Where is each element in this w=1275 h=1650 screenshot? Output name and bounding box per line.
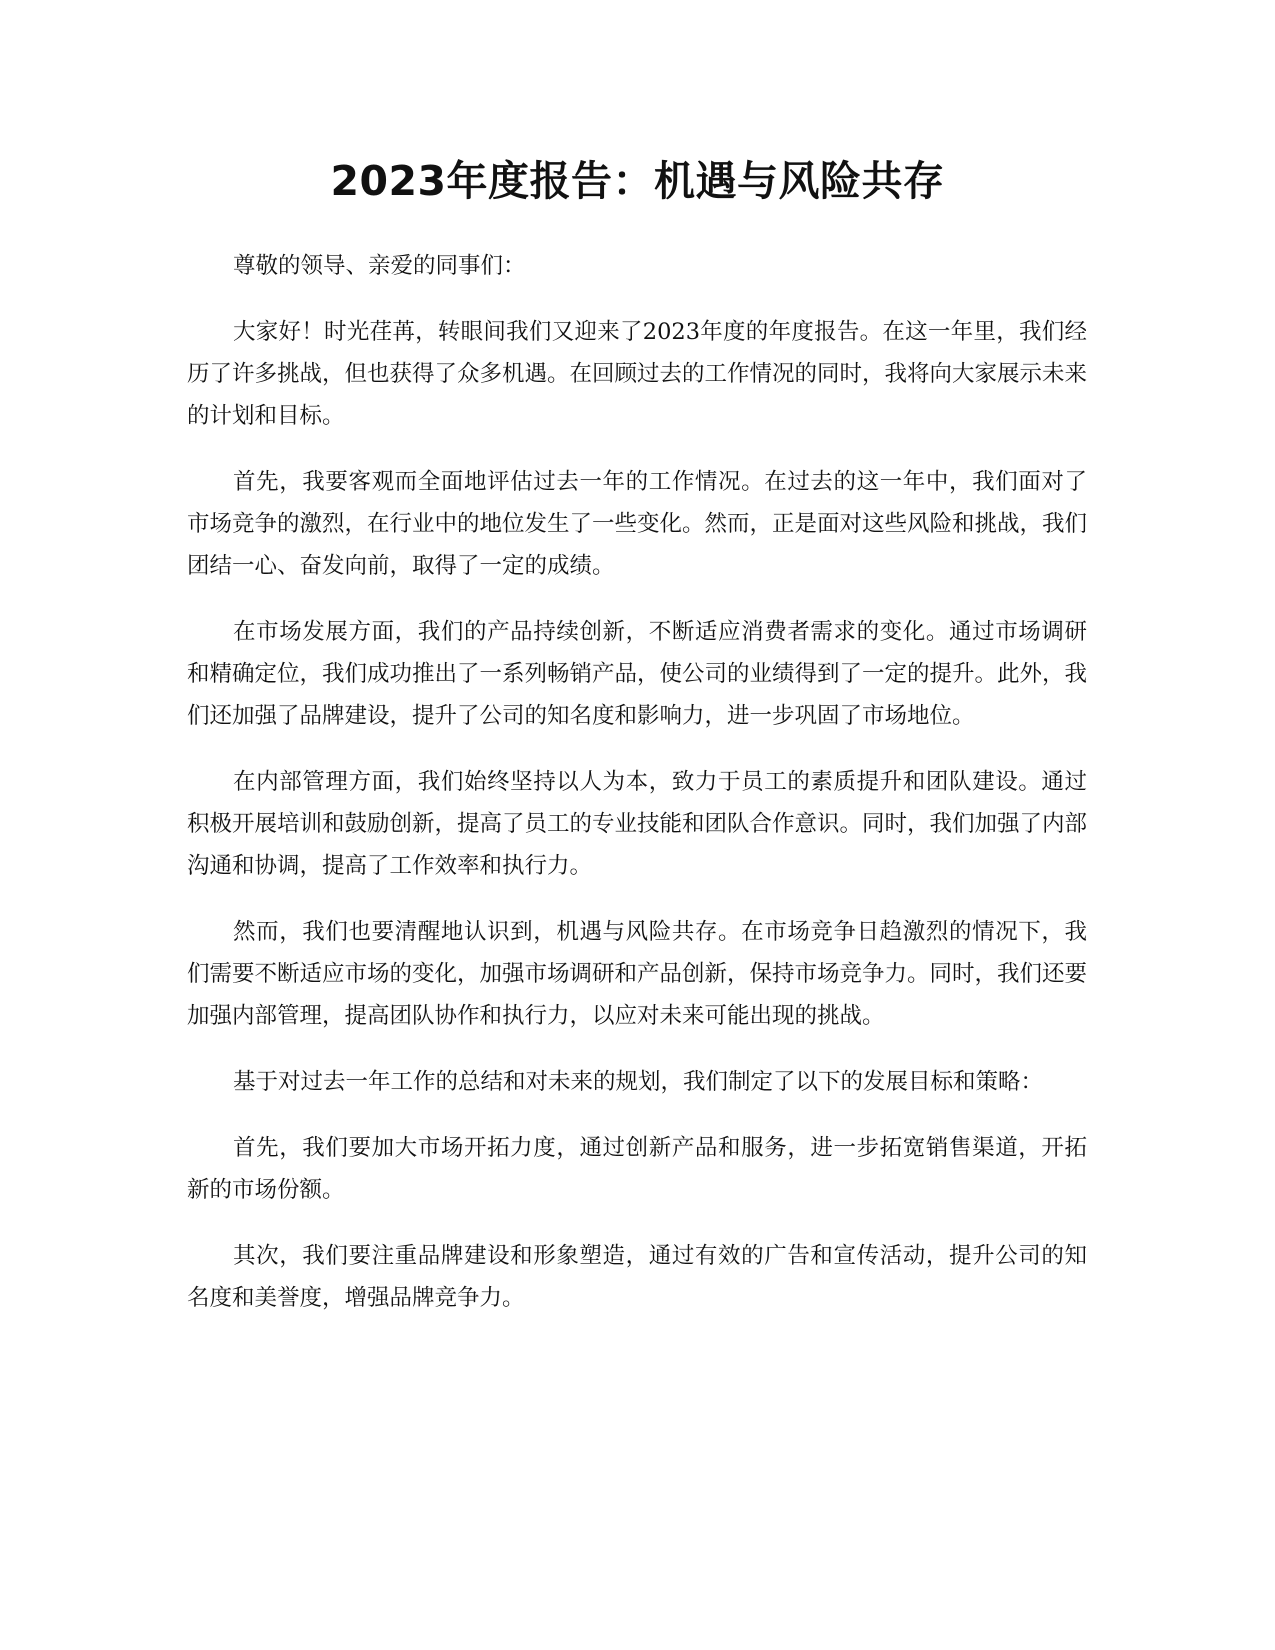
body-paragraph: 在市场发展方面，我们的产品持续创新，不断适应消费者需求的变化。通过市场调研和精确定位，我们成功推出了一系列畅销产品，使公司的业绩得到了一定的提升。此外，我们还加强了品牌建设，提升了公司的知名度和影响力，进一步巩固了市场地位。: [187, 619, 1088, 729]
body-paragraph: 其次，我们要注重品牌建设和形象塑造，通过有效的广告和宣传活动，提升公司的知名度和美誉度，增强品牌竞争力。: [187, 1243, 1087, 1311]
body-paragraph: 然而，我们也要清醒地认识到，机遇与风险共存。在市场竞争日趋激烈的情况下，我们需要不断适应市场的变化，加强市场调研和产品创新，保持市场竞争力。同时，我们还要加强内部管理，提高团队协作和执行力，以应对未来可能出现的挑战。: [187, 919, 1088, 1029]
greeting-paragraph: 尊敬的领导、亲爱的同事们：: [233, 253, 526, 279]
body-paragraph: 大家好！时光荏苒，转眼间我们又迎来了2023年度的年度报告。在这一年里，我们经历了许多挑战，但也获得了众多机遇。在回顾过去的工作情况的同时，我将向大家展示未来的计划和目标。: [187, 319, 1088, 429]
body-paragraph: 首先，我们要加大市场开拓力度，通过创新产品和服务，进一步拓宽销售渠道，开拓新的市场份额。: [187, 1135, 1087, 1203]
document-title: 2023年度报告：机遇与风险共存: [330, 157, 945, 205]
body-paragraph: 首先，我要客观而全面地评估过去一年的工作情况。在过去的这一年中，我们面对了市场竞争的激烈，在行业中的地位发生了一些变化。然而，正是面对这些风险和挑战，我们团结一心、奋发向前，取得了一定的成绩。: [187, 469, 1088, 579]
body-paragraph: 基于对过去一年工作的总结和对未来的规划，我们制定了以下的发展目标和策略：: [233, 1069, 1044, 1095]
document-body: [187, 245, 1087, 1343]
body-paragraph: 在内部管理方面，我们始终坚持以人为本，致力于员工的素质提升和团队建设。通过积极开展培训和鼓励创新，提高了员工的专业技能和团队合作意识。同时，我们加强了内部沟通和协调，提高了工作效率和执行力。: [187, 769, 1088, 879]
